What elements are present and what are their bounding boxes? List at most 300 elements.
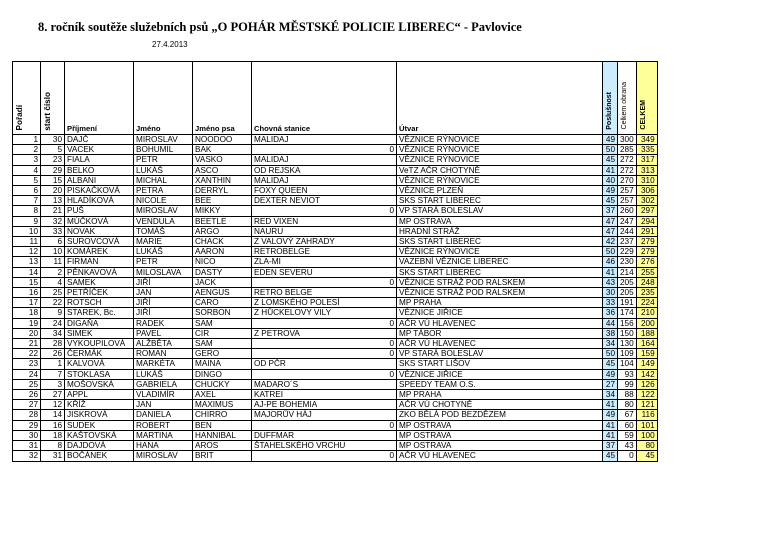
table-row bbox=[13, 206, 658, 216]
chovna-stanice-text: MAJORŮV HÁJ bbox=[254, 410, 312, 420]
cell-jmeno-psa: MIKKY bbox=[193, 206, 252, 216]
chovna-stanice-text: RETROBELGE bbox=[254, 247, 310, 257]
cell-celkem: 310 bbox=[636, 175, 657, 185]
cell-poslusnost: 30 bbox=[603, 288, 618, 298]
cell-jmeno: JAN bbox=[134, 400, 193, 410]
chovna-stanice-text: OD PČR bbox=[254, 359, 286, 369]
cell-poradi: 11 bbox=[13, 237, 41, 247]
cell-celkem: 188 bbox=[636, 328, 657, 338]
header-chovna-stanice: Chovná stanice bbox=[252, 62, 397, 135]
cell-prijmeni: PUŠ bbox=[65, 206, 134, 216]
cell-jmeno: GABRIELA bbox=[134, 379, 193, 389]
cell-poradi: 32 bbox=[13, 451, 41, 461]
cell-jmeno-psa: AARON bbox=[193, 247, 252, 257]
cell-jmeno: JIŘÍ bbox=[134, 277, 193, 287]
cell-poslusnost: 43 bbox=[603, 277, 618, 287]
table-row bbox=[13, 298, 658, 308]
cell-celkem-obrana: 99 bbox=[618, 379, 637, 389]
table-row bbox=[13, 288, 658, 298]
cell-chovna-stanice bbox=[252, 441, 397, 451]
cell-celkem-obrana: 59 bbox=[618, 430, 637, 440]
cell-start-cislo: 6 bbox=[41, 237, 65, 247]
cell-prijmeni: KOMÁREK bbox=[65, 247, 134, 257]
cell-start-cislo: 18 bbox=[41, 430, 65, 440]
cell-jmeno-psa: CARO bbox=[193, 298, 252, 308]
cell-prijmeni: APPL bbox=[65, 390, 134, 400]
cell-chovna-stanice bbox=[252, 369, 397, 379]
header-jmeno-psa: Jméno psa bbox=[193, 62, 252, 135]
cell-jmeno-psa: BEE bbox=[193, 196, 252, 206]
header-poslusnost: Poslušnost bbox=[603, 62, 618, 135]
cell-poradi: 19 bbox=[13, 318, 41, 328]
cell-jmeno: NICOLE bbox=[134, 196, 193, 206]
cell-prijmeni: KAŠTOVSKÁ bbox=[65, 430, 134, 440]
table-row bbox=[13, 175, 658, 185]
cell-celkem-obrana: 214 bbox=[618, 267, 637, 277]
cell-jmeno: HANA bbox=[134, 441, 193, 451]
chovna-stanice-text: DUFFMAR bbox=[254, 430, 295, 440]
header-utvar: Útvar bbox=[397, 62, 603, 135]
cell-celkem: 335 bbox=[636, 145, 657, 155]
zero-flag: 0 bbox=[389, 451, 394, 461]
cell-chovna-stanice bbox=[252, 237, 397, 247]
cell-poradi: 22 bbox=[13, 349, 41, 359]
cell-poradi: 2 bbox=[13, 145, 41, 155]
cell-jmeno-psa: MAXIMUS bbox=[193, 400, 252, 410]
cell-start-cislo: 9 bbox=[41, 308, 65, 318]
cell-celkem-obrana: 257 bbox=[618, 186, 637, 196]
cell-chovna-stanice bbox=[252, 410, 397, 420]
cell-chovna-stanice bbox=[252, 430, 397, 440]
cell-poslusnost: 45 bbox=[603, 155, 618, 165]
cell-poslusnost: 47 bbox=[603, 216, 618, 226]
cell-poslusnost: 45 bbox=[603, 359, 618, 369]
chovna-stanice-text: RED VIXEN bbox=[254, 216, 299, 226]
cell-poslusnost: 45 bbox=[603, 451, 618, 461]
cell-celkem: 306 bbox=[636, 186, 657, 196]
cell-start-cislo: 23 bbox=[41, 155, 65, 165]
cell-celkem-obrana: 191 bbox=[618, 298, 637, 308]
cell-celkem-obrana: 104 bbox=[618, 359, 637, 369]
cell-poradi: 14 bbox=[13, 267, 41, 277]
cell-jmeno-psa: CHIRRO bbox=[193, 410, 252, 420]
header-row bbox=[13, 62, 658, 135]
cell-poradi: 23 bbox=[13, 359, 41, 369]
cell-poslusnost: 41 bbox=[603, 420, 618, 430]
cell-celkem-obrana: 272 bbox=[618, 165, 637, 175]
cell-chovna-stanice bbox=[252, 206, 397, 216]
cell-celkem: 122 bbox=[636, 390, 657, 400]
cell-start-cislo: 3 bbox=[41, 379, 65, 389]
cell-celkem: 255 bbox=[636, 267, 657, 277]
table-row bbox=[13, 135, 658, 145]
cell-poslusnost: 34 bbox=[603, 390, 618, 400]
table-row bbox=[13, 216, 658, 226]
cell-start-cislo: 10 bbox=[41, 247, 65, 257]
results-table bbox=[12, 61, 658, 462]
header-jmeno: Jméno bbox=[134, 62, 193, 135]
cell-poslusnost: 50 bbox=[603, 247, 618, 257]
cell-poslusnost: 41 bbox=[603, 267, 618, 277]
cell-utvar: AČR VÚ HLAVENEC bbox=[397, 339, 603, 349]
cell-utvar: VeTZ AČR CHOTYNĚ bbox=[397, 165, 603, 175]
cell-celkem: 45 bbox=[636, 451, 657, 461]
cell-jmeno: MARIE bbox=[134, 237, 193, 247]
cell-jmeno: PETRA bbox=[134, 186, 193, 196]
cell-prijmeni: HLADÍKOVÁ bbox=[65, 196, 134, 206]
cell-jmeno-psa: MAINA bbox=[193, 359, 252, 369]
cell-utvar: VP STARÁ BOLESLAV bbox=[397, 206, 603, 216]
cell-start-cislo: 21 bbox=[41, 206, 65, 216]
cell-jmeno: PETR bbox=[134, 155, 193, 165]
cell-jmeno-psa: SAM bbox=[193, 318, 252, 328]
table-row bbox=[13, 390, 658, 400]
cell-jmeno-psa: DERRYL bbox=[193, 186, 252, 196]
cell-prijmeni: SUDEK bbox=[65, 420, 134, 430]
chovna-stanice-text: NAURU bbox=[254, 226, 284, 236]
cell-jmeno: VENDULA bbox=[134, 216, 193, 226]
cell-chovna-stanice bbox=[252, 175, 397, 185]
cell-poslusnost: 49 bbox=[603, 186, 618, 196]
cell-jmeno-psa: CHACK bbox=[193, 237, 252, 247]
cell-celkem: 291 bbox=[636, 226, 657, 236]
cell-utvar: VĚZNICE RÝNOVICE bbox=[397, 135, 603, 145]
zero-flag: 0 bbox=[389, 145, 394, 155]
cell-poradi: 21 bbox=[13, 339, 41, 349]
cell-jmeno: LUKÁŠ bbox=[134, 369, 193, 379]
cell-celkem: 317 bbox=[636, 155, 657, 165]
cell-utvar: VĚZNICE RÝNOVICE bbox=[397, 175, 603, 185]
cell-poslusnost: 40 bbox=[603, 175, 618, 185]
cell-poradi: 20 bbox=[13, 328, 41, 338]
cell-jmeno-psa: VASKO bbox=[193, 155, 252, 165]
cell-poradi: 3 bbox=[13, 155, 41, 165]
cell-prijmeni: MÚČKOVÁ bbox=[65, 216, 134, 226]
cell-start-cislo: 33 bbox=[41, 226, 65, 236]
cell-prijmeni: ČERMÁK bbox=[65, 349, 134, 359]
cell-chovna-stanice bbox=[252, 328, 397, 338]
cell-poradi: 27 bbox=[13, 400, 41, 410]
cell-utvar: VP STARÁ BOLESLAV bbox=[397, 349, 603, 359]
cell-prijmeni: PISKAČKOVÁ bbox=[65, 186, 134, 196]
cell-poradi: 29 bbox=[13, 420, 41, 430]
cell-utvar: SKS START LIBEREC bbox=[397, 196, 603, 206]
cell-poslusnost: 49 bbox=[603, 410, 618, 420]
cell-poradi: 31 bbox=[13, 441, 41, 451]
cell-chovna-stanice bbox=[252, 267, 397, 277]
cell-chovna-stanice bbox=[252, 288, 397, 298]
table-row bbox=[13, 410, 658, 420]
cell-poslusnost: 37 bbox=[603, 441, 618, 451]
cell-jmeno: LUKÁŠ bbox=[134, 165, 193, 175]
chovna-stanice-text: RETRO BELGE bbox=[254, 288, 313, 298]
table-row bbox=[13, 308, 658, 318]
cell-prijmeni: STAREK, Bc. bbox=[65, 308, 134, 318]
table-row bbox=[13, 349, 658, 359]
cell-poslusnost: 50 bbox=[603, 145, 618, 155]
cell-celkem-obrana: 88 bbox=[618, 390, 637, 400]
cell-utvar: VAZEBNÍ VĚZNICE LIBEREC bbox=[397, 257, 603, 267]
cell-poradi: 25 bbox=[13, 379, 41, 389]
cell-celkem: 248 bbox=[636, 277, 657, 287]
cell-poradi: 24 bbox=[13, 369, 41, 379]
chovna-stanice-text: EDEN SEVERU bbox=[254, 267, 313, 277]
cell-start-cislo: 20 bbox=[41, 186, 65, 196]
zero-flag: 0 bbox=[389, 206, 394, 216]
results-body bbox=[13, 135, 658, 462]
cell-poradi: 8 bbox=[13, 206, 41, 216]
cell-utvar: SKS START LIBEREC bbox=[397, 267, 603, 277]
cell-celkem: 100 bbox=[636, 430, 657, 440]
cell-utvar: VĚZNICE STRÁŽ POD RALSKEM bbox=[397, 288, 603, 298]
cell-chovna-stanice bbox=[252, 216, 397, 226]
table-row bbox=[13, 247, 658, 257]
cell-start-cislo: 1 bbox=[41, 359, 65, 369]
cell-prijmeni: JISKROVÁ bbox=[65, 410, 134, 420]
cell-utvar: MP OSTRAVA bbox=[397, 430, 603, 440]
table-row bbox=[13, 359, 658, 369]
table-row bbox=[13, 237, 658, 247]
cell-jmeno: VLADIMÍR bbox=[134, 390, 193, 400]
zero-flag: 0 bbox=[389, 420, 394, 430]
cell-prijmeni: PĚNKAVOVÁ bbox=[65, 267, 134, 277]
cell-jmeno: PETR bbox=[134, 257, 193, 267]
cell-utvar: VĚZNICE STRÁŽ POD RALSKEM bbox=[397, 277, 603, 287]
table-row bbox=[13, 196, 658, 206]
zero-flag: 0 bbox=[389, 318, 394, 328]
zero-flag: 0 bbox=[389, 339, 394, 349]
cell-prijmeni: KŘÍŽ bbox=[65, 400, 134, 410]
table-row bbox=[13, 328, 658, 338]
cell-poradi: 16 bbox=[13, 288, 41, 298]
cell-celkem: 210 bbox=[636, 308, 657, 318]
cell-start-cislo: 30 bbox=[41, 135, 65, 145]
table-row bbox=[13, 430, 658, 440]
cell-poradi: 9 bbox=[13, 216, 41, 226]
cell-chovna-stanice bbox=[252, 359, 397, 369]
header-poradi: Pořadí bbox=[13, 62, 41, 135]
cell-celkem-obrana: 230 bbox=[618, 257, 637, 267]
cell-poslusnost: 46 bbox=[603, 257, 618, 267]
cell-chovna-stanice bbox=[252, 155, 397, 165]
cell-poslusnost: 34 bbox=[603, 339, 618, 349]
cell-celkem: 101 bbox=[636, 420, 657, 430]
cell-celkem-obrana: 109 bbox=[618, 349, 637, 359]
cell-jmeno: ROMAN bbox=[134, 349, 193, 359]
chovna-stanice-text: OD REJSKA bbox=[254, 165, 301, 175]
cell-chovna-stanice bbox=[252, 308, 397, 318]
cell-poradi: 13 bbox=[13, 257, 41, 267]
cell-prijmeni: MOŠOVSKÁ bbox=[65, 379, 134, 389]
cell-jmeno-psa: JACK bbox=[193, 277, 252, 287]
cell-utvar: MP OSTRAVA bbox=[397, 420, 603, 430]
cell-chovna-stanice bbox=[252, 226, 397, 236]
cell-jmeno: MICHAL bbox=[134, 175, 193, 185]
cell-chovna-stanice bbox=[252, 400, 397, 410]
cell-jmeno: DANIELA bbox=[134, 410, 193, 420]
cell-jmeno: JAN bbox=[134, 288, 193, 298]
cell-celkem-obrana: 205 bbox=[618, 277, 637, 287]
cell-prijmeni: KALVOVÁ bbox=[65, 359, 134, 369]
cell-prijmeni: NOVAK bbox=[65, 226, 134, 236]
table-row bbox=[13, 318, 658, 328]
cell-start-cislo: 13 bbox=[41, 196, 65, 206]
cell-prijmeni: PETŘÍČEK bbox=[65, 288, 134, 298]
cell-jmeno: LUKÁŠ bbox=[134, 247, 193, 257]
table-row bbox=[13, 369, 658, 379]
cell-celkem: 349 bbox=[636, 135, 657, 145]
table-row bbox=[13, 379, 658, 389]
cell-poslusnost: 27 bbox=[603, 379, 618, 389]
cell-poslusnost: 47 bbox=[603, 226, 618, 236]
cell-jmeno: PAVEL bbox=[134, 328, 193, 338]
cell-prijmeni: BELKO bbox=[65, 165, 134, 175]
cell-celkem-obrana: 272 bbox=[618, 155, 637, 165]
cell-celkem: 116 bbox=[636, 410, 657, 420]
table-row bbox=[13, 155, 658, 165]
cell-jmeno: ROBERT bbox=[134, 420, 193, 430]
cell-celkem: 126 bbox=[636, 379, 657, 389]
cell-prijmeni: DAJČ bbox=[65, 135, 134, 145]
cell-celkem-obrana: 130 bbox=[618, 339, 637, 349]
cell-utvar: VĚZNICE RÝNOVICE bbox=[397, 145, 603, 155]
cell-utvar: MP TÁBOR bbox=[397, 328, 603, 338]
cell-start-cislo: 11 bbox=[41, 257, 65, 267]
cell-start-cislo: 27 bbox=[41, 390, 65, 400]
cell-prijmeni: VYKOUPILOVÁ bbox=[65, 339, 134, 349]
cell-utvar: MP PRAHA bbox=[397, 298, 603, 308]
cell-poslusnost: 49 bbox=[603, 135, 618, 145]
cell-start-cislo: 22 bbox=[41, 298, 65, 308]
cell-poradi: 15 bbox=[13, 277, 41, 287]
cell-utvar: SKS START LIŠOV bbox=[397, 359, 603, 369]
cell-celkem: 302 bbox=[636, 196, 657, 206]
cell-jmeno: MARKÉTA bbox=[134, 359, 193, 369]
cell-poradi: 4 bbox=[13, 165, 41, 175]
cell-jmeno: MIROSLAV bbox=[134, 135, 193, 145]
cell-utvar: SKS START LIBEREC bbox=[397, 237, 603, 247]
table-row bbox=[13, 226, 658, 236]
cell-jmeno: JIŘÍ bbox=[134, 298, 193, 308]
cell-start-cislo: 28 bbox=[41, 339, 65, 349]
cell-celkem-obrana: 285 bbox=[618, 145, 637, 155]
chovna-stanice-text: Z LOMSKÉHO POLESÍ bbox=[254, 298, 340, 308]
cell-poslusnost: 41 bbox=[603, 430, 618, 440]
cell-jmeno-psa: AENGUS bbox=[193, 288, 252, 298]
document-title: 8. ročník soutěže služebních psů „O POHÁR MĚSTSKÉ POLICIE LIBEREC“ - Pavlovice bbox=[38, 20, 522, 34]
cell-jmeno-psa: ASCO bbox=[193, 165, 252, 175]
cell-celkem: 279 bbox=[636, 247, 657, 257]
table-row bbox=[13, 441, 658, 451]
cell-start-cislo: 8 bbox=[41, 441, 65, 451]
cell-celkem: 200 bbox=[636, 318, 657, 328]
cell-celkem-obrana: 247 bbox=[618, 216, 637, 226]
cell-prijmeni: FIRMAN bbox=[65, 257, 134, 267]
cell-chovna-stanice bbox=[252, 339, 397, 349]
cell-celkem-obrana: 270 bbox=[618, 175, 637, 185]
header-celkem: CELKEM bbox=[636, 62, 657, 135]
cell-poslusnost: 41 bbox=[603, 400, 618, 410]
cell-poradi: 12 bbox=[13, 247, 41, 257]
cell-start-cislo: 14 bbox=[41, 410, 65, 420]
cell-jmeno-psa: BAK bbox=[193, 145, 252, 155]
cell-poslusnost: 44 bbox=[603, 318, 618, 328]
cell-start-cislo: 26 bbox=[41, 349, 65, 359]
cell-chovna-stanice bbox=[252, 165, 397, 175]
cell-celkem-obrana: 0 bbox=[618, 451, 637, 461]
cell-jmeno-psa: SORBON bbox=[193, 308, 252, 318]
cell-celkem-obrana: 67 bbox=[618, 410, 637, 420]
cell-prijmeni: DIGAŇA bbox=[65, 318, 134, 328]
cell-celkem-obrana: 60 bbox=[618, 420, 637, 430]
cell-utvar: HRADNÍ STRÁŽ bbox=[397, 226, 603, 236]
cell-jmeno: MARTINA bbox=[134, 430, 193, 440]
cell-celkem-obrana: 205 bbox=[618, 288, 637, 298]
cell-poradi: 1 bbox=[13, 135, 41, 145]
cell-celkem: 224 bbox=[636, 298, 657, 308]
cell-celkem-obrana: 174 bbox=[618, 308, 637, 318]
cell-celkem-obrana: 300 bbox=[618, 135, 637, 145]
cell-jmeno-psa: CIR bbox=[193, 328, 252, 338]
zero-flag: 0 bbox=[389, 277, 394, 287]
cell-start-cislo: 5 bbox=[41, 145, 65, 155]
cell-poslusnost: 45 bbox=[603, 196, 618, 206]
cell-poradi: 30 bbox=[13, 430, 41, 440]
chovna-stanice-text: MALIDAJ bbox=[254, 175, 289, 185]
cell-celkem: 313 bbox=[636, 165, 657, 175]
cell-utvar: MP OSTRAVA bbox=[397, 441, 603, 451]
cell-jmeno-psa: BEETLE bbox=[193, 216, 252, 226]
cell-utvar: VĚZNICE JIŘICE bbox=[397, 369, 603, 379]
cell-celkem: 149 bbox=[636, 359, 657, 369]
header-start-cislo: start číslo bbox=[41, 62, 65, 135]
cell-celkem: 294 bbox=[636, 216, 657, 226]
cell-chovna-stanice bbox=[252, 318, 397, 328]
table-row bbox=[13, 165, 658, 175]
cell-jmeno-psa: BRIT bbox=[193, 451, 252, 461]
cell-jmeno-psa: HANNIBAL bbox=[193, 430, 252, 440]
cell-celkem: 276 bbox=[636, 257, 657, 267]
table-row bbox=[13, 186, 658, 196]
cell-poslusnost: 42 bbox=[603, 237, 618, 247]
header-prijmeni: Příjmení bbox=[65, 62, 134, 135]
cell-celkem-obrana: 156 bbox=[618, 318, 637, 328]
cell-poradi: 18 bbox=[13, 308, 41, 318]
cell-prijmeni: BOČÁNEK bbox=[65, 451, 134, 461]
cell-utvar: VĚZNICE RÝNOVICE bbox=[397, 155, 603, 165]
cell-jmeno-psa: BEN bbox=[193, 420, 252, 430]
cell-poradi: 5 bbox=[13, 175, 41, 185]
table-row bbox=[13, 267, 658, 277]
cell-jmeno-psa: ARGO bbox=[193, 226, 252, 236]
cell-poradi: 7 bbox=[13, 196, 41, 206]
cell-chovna-stanice bbox=[252, 349, 397, 359]
cell-jmeno: RADEK bbox=[134, 318, 193, 328]
table-row bbox=[13, 420, 658, 430]
cell-prijmeni: DAJDOVÁ bbox=[65, 441, 134, 451]
header-celkem-obrana: Celkem obrana bbox=[618, 62, 637, 135]
cell-celkem-obrana: 229 bbox=[618, 247, 637, 257]
cell-celkem: 80 bbox=[636, 441, 657, 451]
cell-poslusnost: 36 bbox=[603, 308, 618, 318]
cell-start-cislo: 12 bbox=[41, 400, 65, 410]
cell-poslusnost: 50 bbox=[603, 349, 618, 359]
cell-chovna-stanice bbox=[252, 390, 397, 400]
cell-poslusnost: 41 bbox=[603, 165, 618, 175]
chovna-stanice-text: FOXY QUEEN bbox=[254, 186, 308, 196]
cell-celkem: 159 bbox=[636, 349, 657, 359]
cell-prijmeni: VACEK bbox=[65, 145, 134, 155]
